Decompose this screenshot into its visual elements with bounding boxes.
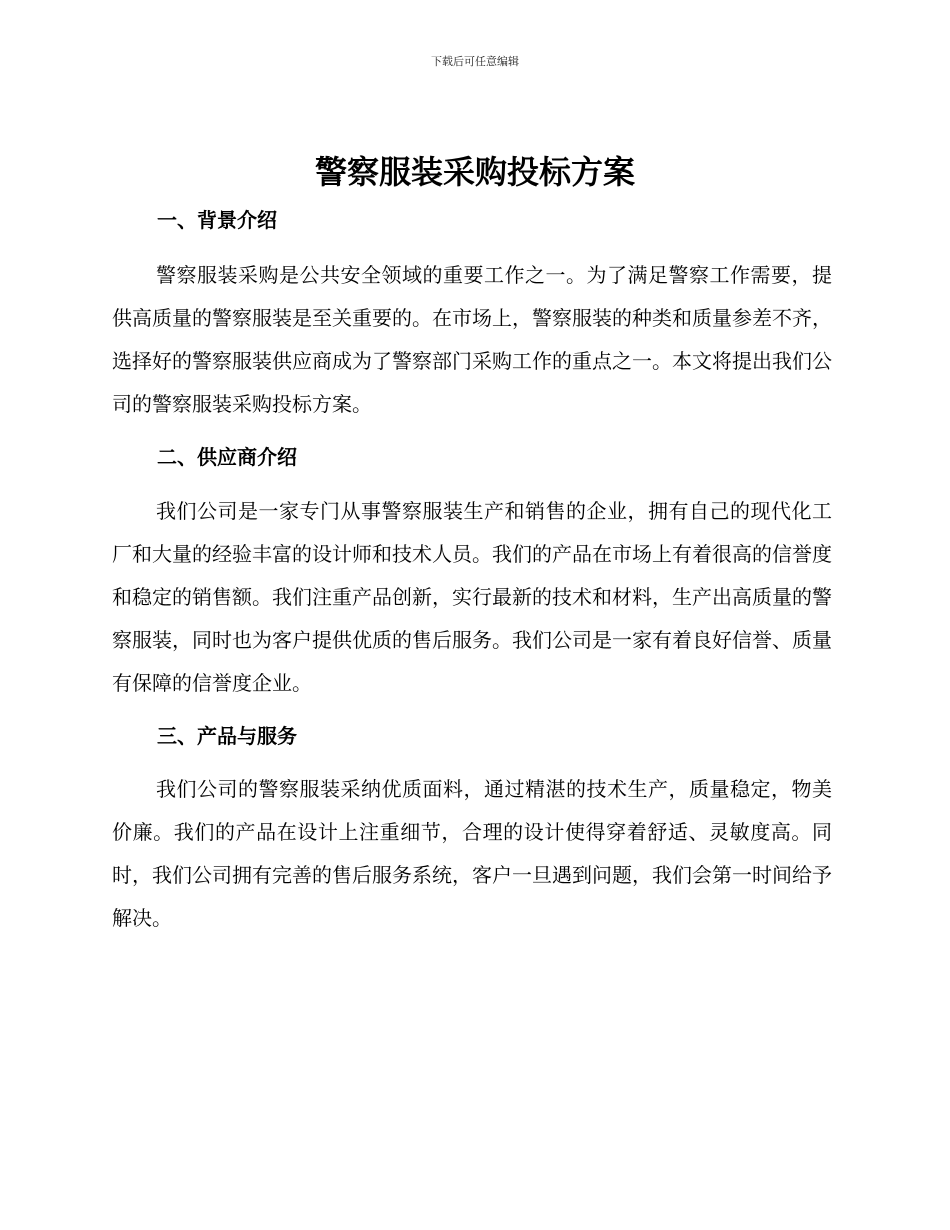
header-note: 下载后可任意编辑 — [431, 55, 519, 68]
section-heading-background: 一、背景介绍 — [157, 208, 277, 232]
section-paragraph-supplier: 我们公司是一家专门从事警察服装生产和销售的企业，拥有自己的现代化工厂和大量的经验丰富的设计师和技术人员。我们的产品在市场上有着很高的信誉度和稳定的销售额。我们注重产品创新，实行最新的技术和材料，生产出高质量的警察服装，同时也为客户提供优质的售后服务。我们公司是一家有着良好信誉、质量有保障的信誉度企业。 — [112, 499, 832, 695]
document-title: 警察服装采购投标方案 — [314, 153, 635, 191]
section-heading-products: 三、产品与服务 — [157, 724, 297, 748]
section-paragraph-products: 我们公司的警察服装采纳优质面料，通过精湛的技术生产，质量稳定，物美价廉。我们的产品在设计上注重细节，合理的设计使得穿着舒适、灵敏度高。同时，我们公司拥有完善的售后服务系统，客户一旦遇到问题，我们会第一时间给予解决。 — [112, 777, 832, 930]
section-heading-supplier: 二、供应商介绍 — [157, 445, 297, 469]
section-paragraph-background: 警察服装采购是公共安全领域的重要工作之一。为了满足警察工作需要，提供高质量的警察服装是至关重要的。在市场上，警察服装的种类和质量参差不齐，选择好的警察服装供应商成为了警察部门采购工作的重点之一。本文将提出我们公司的警察服装采购投标方案。 — [112, 263, 832, 416]
